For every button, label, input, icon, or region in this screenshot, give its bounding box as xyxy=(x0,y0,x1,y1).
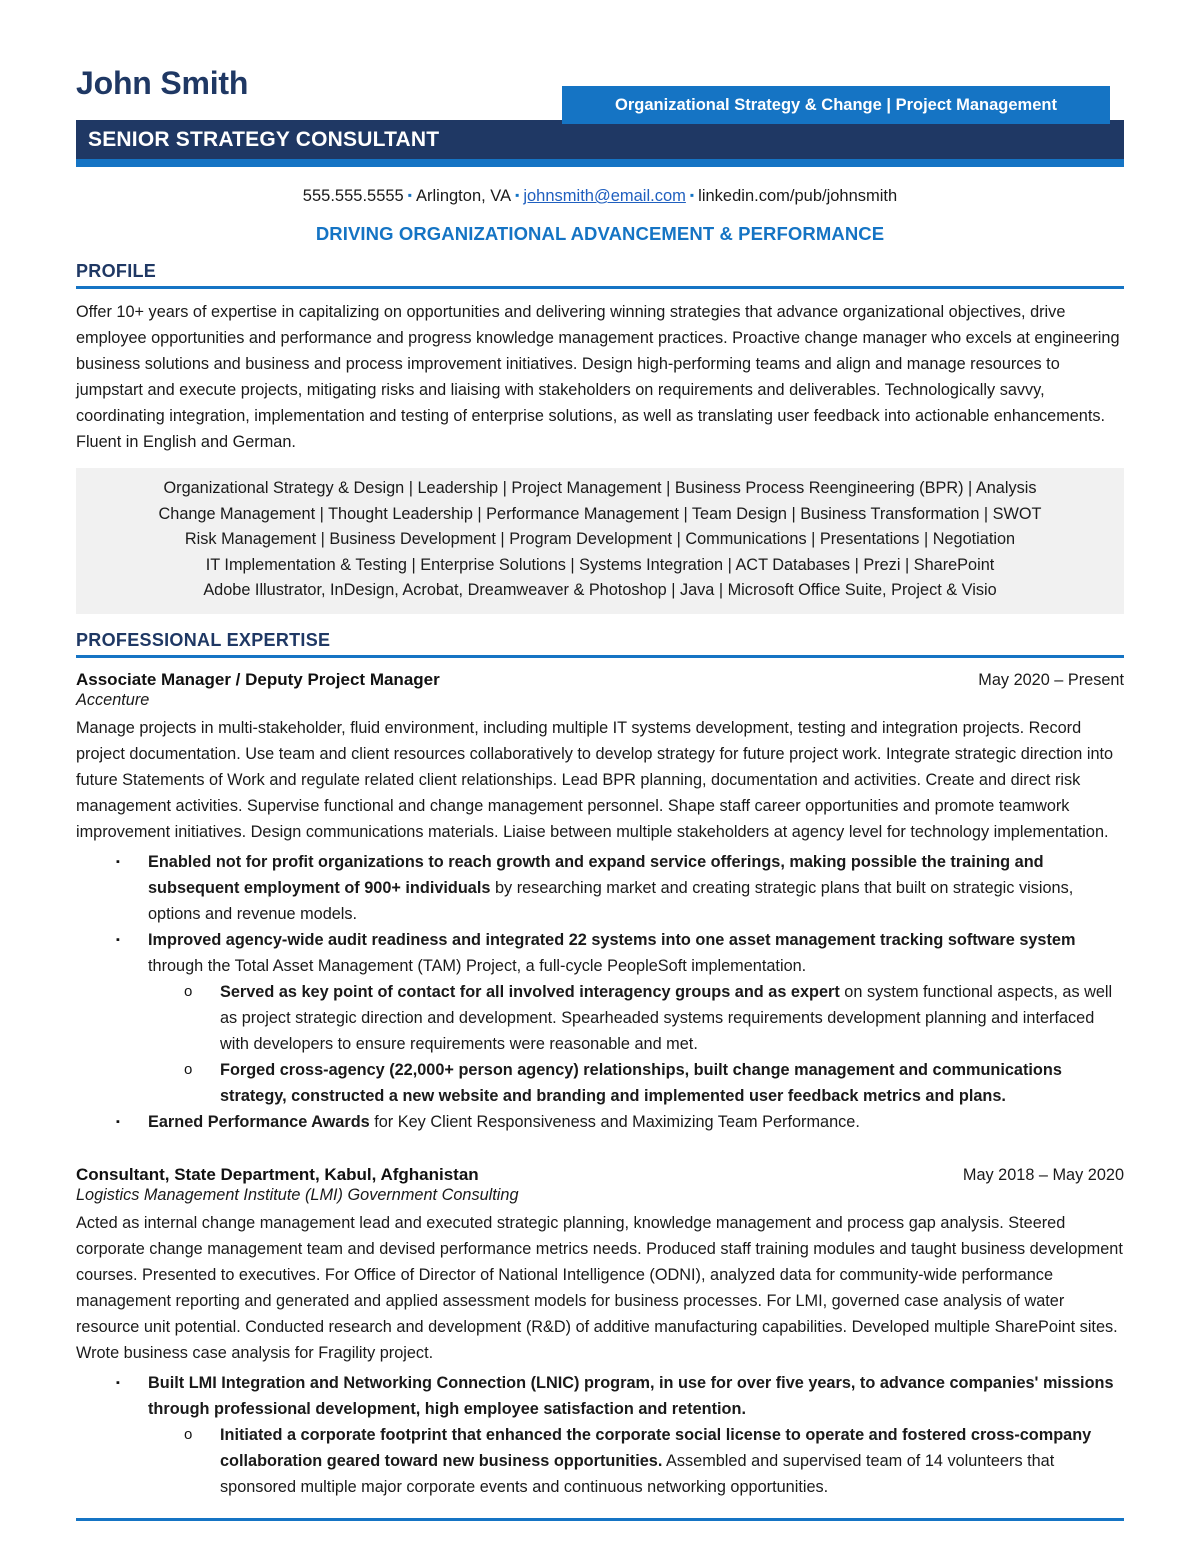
bullet-bold-text: Earned Performance Awards xyxy=(148,1112,370,1131)
core-skills-box xyxy=(76,468,1124,614)
skill-line: Adobe Illustrator, InDesign, Acrobat, Dreamweaver & Photoshop | Java | Microsoft Office Suite, Project & Visio xyxy=(203,581,997,599)
sub-bullet-circle-icon: o xyxy=(184,1060,193,1078)
phone-number: 555.555.5555 xyxy=(302,187,404,205)
job-dates: May 2020 – Present xyxy=(978,670,1124,689)
skill-line: Change Management | Thought Leadership | Performance Management | Team Design | Business Transformation | SWOT xyxy=(158,504,1042,523)
sub-bullet-rest-text: Assembled and supervised team of 14 volunteers that sponsored multiple major corporate events and continuous networking opportunities. xyxy=(220,1451,1055,1496)
footer-divider xyxy=(76,1518,1124,1521)
linkedin-url: linkedin.com/pub/johnsmith xyxy=(698,187,898,205)
bullet-item xyxy=(76,849,1124,927)
bullet-square-icon: ▪ xyxy=(116,855,120,868)
separator-square-icon: ▪ xyxy=(407,188,412,202)
sub-bullet-item xyxy=(148,979,1124,1057)
candidate-name: John Smith xyxy=(76,65,249,101)
sub-bullet-item xyxy=(148,1422,1124,1500)
section-divider xyxy=(76,655,1124,658)
job-company: Logistics Management Institute (LMI) Government Consulting xyxy=(76,1185,519,1204)
bullet-rest-text: through the Total Asset Management (TAM) Project, a full-cycle PeopleSoft implementation. xyxy=(148,956,807,975)
separator-square-icon: ▪ xyxy=(689,188,695,202)
title-accent-bar xyxy=(76,159,1124,167)
resume-headline: DRIVING ORGANIZATIONAL ADVANCEMENT & PERFORMANCE xyxy=(315,223,885,244)
job-bullet-list xyxy=(76,1370,1124,1500)
job-title-bar xyxy=(76,120,1124,159)
sub-bullet-rest-text: on system functional aspects, as well as project strategic direction and development. Spearheaded systems requirements development planning and interfaced with developers to ensure requirements were reasonable and met. xyxy=(220,982,1113,1053)
bullet-bold-text: Enabled not for profit organizations to reach growth and expand service offerings, making possible the training and subsequent employment of 900+ individuals xyxy=(148,852,1044,897)
sub-bullet-bold-text: Served as key point of contact for all involved interagency groups and as expert xyxy=(220,982,840,1001)
bullet-rest-text: for Key Client Responsiveness and Maximizing Team Performance. xyxy=(369,1112,860,1131)
job-gap xyxy=(76,1135,1124,1153)
sub-bullet-list xyxy=(148,979,1124,1109)
sub-bullet-list xyxy=(148,1422,1124,1500)
job-description: Acted as internal change management lead and executed strategic planning, knowledge management and process gap analysis. Steered corporate change management team and devised performance metrics needs. Produced staff training modules and taught business development courses. Presented to executives. For Office of Director of National Intelligence (ODNI), analyzed data for community-wide performance management reporting and generated and applied assessment models for business processes. For LMI, governed case analysis of water resource unit potential. Conducted research and development (R&D) of additive manufacturing capabilities. Developed multiple SharePoint sites. Wrote business case analysis for Fragility project. xyxy=(76,1213,1123,1362)
job-title: Associate Manager / Deputy Project Manager xyxy=(76,669,440,689)
job-bullet-list xyxy=(76,849,1124,1135)
sub-bullet-bold-text: Forged cross-agency (22,000+ person agency) relationships, built change management and communications strategy, constructed a new website and branding and implemented user feedback metrics and plans. xyxy=(220,1060,1062,1105)
skill-line: Risk Management | Business Development | Program Development | Communications | Presentations | Negotiation xyxy=(184,530,1016,548)
skill-line: Organizational Strategy & Design | Leadership | Project Management | Business Process Reengineering (BPR) | Analysis xyxy=(163,479,1037,497)
skill-line: IT Implementation & Testing | Enterprise Solutions | Systems Integration | ACT Databases | Prezi | SharePoint xyxy=(205,555,995,574)
sub-bullet-circle-icon: o xyxy=(184,982,193,1000)
bullet-item xyxy=(76,1109,1124,1135)
sub-bullet-item xyxy=(148,1057,1124,1109)
job-header xyxy=(76,1165,1124,1185)
bullet-rest-text: by researching market and creating strategic plans that built on strategic visions, options and revenue models. xyxy=(148,878,1074,923)
sub-bullet-bold-text: Initiated a corporate footprint that enhanced the corporate social license to operate and fostered cross-company collaboration geared toward new business opportunities. xyxy=(220,1425,1092,1470)
bullet-square-icon: ▪ xyxy=(116,933,120,946)
bullet-bold-text: Built LMI Integration and Networking Connection (LNIC) program, in use for over five years, to advance companies' missions through professional development, high employee satisfaction and retention. xyxy=(148,1373,1114,1418)
job-dates: May 2018 – May 2020 xyxy=(962,1165,1124,1184)
bullet-item xyxy=(76,1370,1124,1500)
sub-bullet-circle-icon: o xyxy=(184,1425,193,1443)
section-heading-profile: PROFILE xyxy=(76,261,157,281)
job-description: Manage projects in multi-stakeholder, fluid environment, including multiple IT systems development, testing and integration projects. Record project documentation. Use team and client resources collaboratively to develop strategy for future project work. Integrate strategic direction into future Statements of Work and regulate related client relationships. Lead BPR planning, documentation and activities. Create and direct risk management activities. Supervise functional and change management personnel. Shape staff career opportunities and promote teamwork improvement initiatives. Design communications materials. Liaise between multiple stakeholders at agency level for technology implementation. xyxy=(76,718,1114,841)
profile-paragraph: Offer 10+ years of expertise in capitalizing on opportunities and delivering winning strategies that advance organizational objectives, drive employee opportunities and performance and progress knowledge management practices. Proactive change manager who excels at engineering business solutions and business and process improvement initiatives. Design high-performing teams and align and manage resources to jumpstart and execute projects, mitigating risks and liaising with stakeholders on requirements and deliverables. Technologically savvy, coordinating integration, implementation and testing of enterprise solutions, as well as translating user feedback into actionable enhancements. Fluent in English and German. xyxy=(76,303,1120,451)
tagline-badge: Organizational Strategy & Change | Project Management xyxy=(562,86,1110,124)
bullet-item xyxy=(76,927,1124,1109)
bullet-square-icon: ▪ xyxy=(116,1376,120,1389)
resume-header xyxy=(0,0,1200,170)
separator-square-icon: ▪ xyxy=(515,188,520,202)
professional-title: SENIOR STRATEGY CONSULTANT xyxy=(88,127,440,151)
resume-body xyxy=(0,261,1200,1500)
job-company: Accenture xyxy=(76,690,150,709)
bullet-square-icon: ▪ xyxy=(116,1115,120,1128)
email-link[interactable]: johnsmith@email.com xyxy=(523,187,686,205)
job-title: Consultant, State Department, Kabul, Afghanistan xyxy=(76,1164,479,1184)
section-divider xyxy=(76,286,1124,289)
section-heading-experience: PROFESSIONAL EXPERTISE xyxy=(76,629,331,650)
contact-line xyxy=(0,184,1200,207)
job-entry xyxy=(76,1165,1124,1500)
job-header xyxy=(76,670,1124,690)
job-entry xyxy=(76,670,1124,1135)
bullet-bold-text: Improved agency-wide audit readiness and integrated 22 systems into one asset management tracking software system xyxy=(148,930,1076,949)
location-text: Arlington, VA xyxy=(416,187,512,205)
